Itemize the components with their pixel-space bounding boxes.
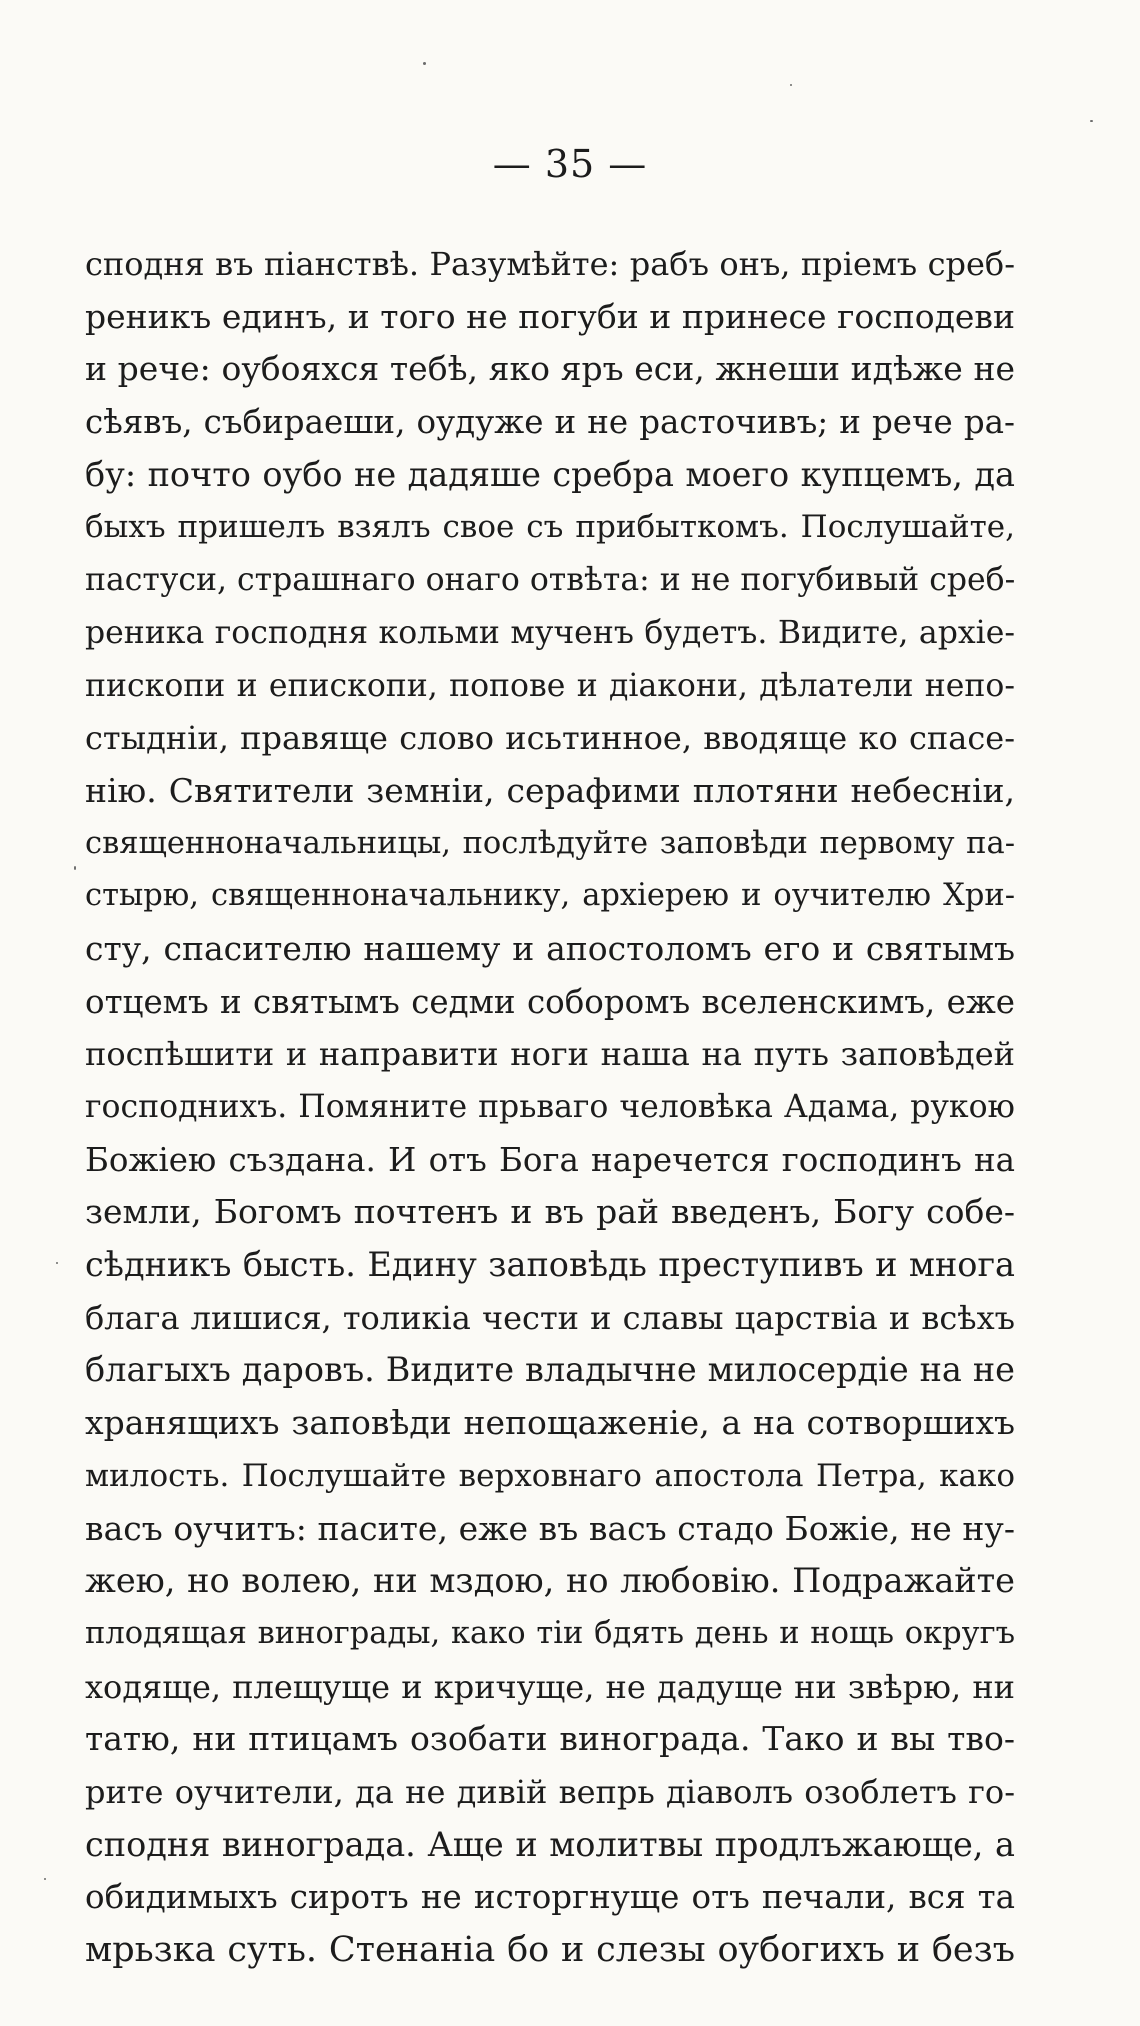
text-line: сподня въ піанствѣ. Разумѣйте: рабъ онъ, пріемъ среб- [85, 245, 1015, 283]
text-line: васъ оучитъ: пасите, еже въ васъ стадо Божіе, не ну- [85, 1508, 1015, 1548]
text-line: стырю, священноначальнику, архіерею и оучителю Хри- [85, 878, 1015, 914]
text-line: нію. Святители земніи, серафими плотяни небесніи, [85, 770, 1015, 810]
text-line: поспѣшити и направити ноги наша на путь заповѣдей [85, 1035, 1015, 1074]
text-line: мрьзка суть. Стенаніа бо и слезы оубогихъ и безъ [85, 1930, 1015, 1970]
text-line: бу: почто оубо не дадяше сребра моего купцемъ, да [85, 454, 1015, 494]
page-number: — 35 — [492, 142, 648, 186]
text-line: реникъ единъ, и того не погуби и принесе господеви [85, 296, 1015, 336]
text-line: ходяще, плещуще и кричуще, не дадуще ни звѣрю, ни [85, 1667, 1015, 1706]
text-line: быхъ пришелъ взялъ свое съ прибыткомъ. Послушайте, [85, 509, 1015, 546]
text-line: пископи и епископи, попове и діакони, дѣлатели непо- [85, 667, 1015, 704]
text-line: отцемъ и святымъ седми соборомъ вселенскимъ, еже [85, 982, 1015, 1021]
text-line: священноначальницы, послѣдуйте заповѣди первому па- [85, 825, 1015, 861]
text-line: блага лишися, толикіа чести и славы царствіа и всѣхъ [85, 1298, 1015, 1337]
text-line: и рече: оубояхся тебѣ, яко яръ еси, жнеши идѣже не [85, 349, 1015, 389]
text-line: сѣявъ, събираеши, оудуже и не расточивъ; и рече ра- [85, 403, 1015, 442]
ink-speck [423, 62, 426, 65]
ink-speck [790, 84, 792, 86]
ink-speck [74, 866, 76, 870]
text-line: милость. Послушайте верховнаго апостола Петра, како [85, 1457, 1015, 1494]
text-line: рите оучители, да не дивій вепрь діаволъ озоблетъ го- [85, 1772, 1015, 1811]
text-line: господнихъ. Помяните прьваго человѣка Адама, рукою [85, 1089, 1015, 1125]
ink-speck [1090, 120, 1093, 122]
text-line: сту, спасителю нашему и апостоломъ его и святымъ [85, 928, 1015, 968]
text-line: плодящая винограды, како тіи бдять день и нощь округъ [85, 1615, 1015, 1651]
text-line: стыдніи, правяще слово исьтинное, вводяще ко спасе- [85, 719, 1015, 758]
ink-speck [44, 1878, 46, 1880]
text-line: обидимыхъ сиротъ не исторгнуще отъ печали, вся та [85, 1878, 1015, 1917]
text-line: сподня винограда. Аще и молитвы продлъжающе, а [85, 1824, 1015, 1864]
text-line: сѣдникъ бысть. Едину заповѣдь преступивъ и многа [85, 1245, 1015, 1285]
text-line: жею, но волею, ни мздою, но любовію. Подражайте [85, 1561, 1015, 1601]
ink-speck [56, 1262, 58, 1264]
text-line: реника господня кольми мученъ будетъ. Видите, архіе- [85, 614, 1015, 651]
text-line: татю, ни птицамъ озобати винограда. Тако и вы тво- [85, 1719, 1015, 1759]
text-line: хранящихъ заповѣди непощаженіе, а на сотворшихъ [85, 1403, 1015, 1443]
text-line: земли, Богомъ почтенъ и въ рай введенъ, Богу собе- [85, 1192, 1015, 1232]
text-line: благыхъ даровъ. Видите владычне милосердіе на не [85, 1350, 1015, 1390]
text-line: Божіею създана. И отъ Бога наречется господинъ на [85, 1140, 1015, 1179]
text-line: пастуси, страшнаго онаго отвѣта: и не погубивый среб- [85, 562, 1015, 599]
body-text [85, 238, 1015, 1977]
